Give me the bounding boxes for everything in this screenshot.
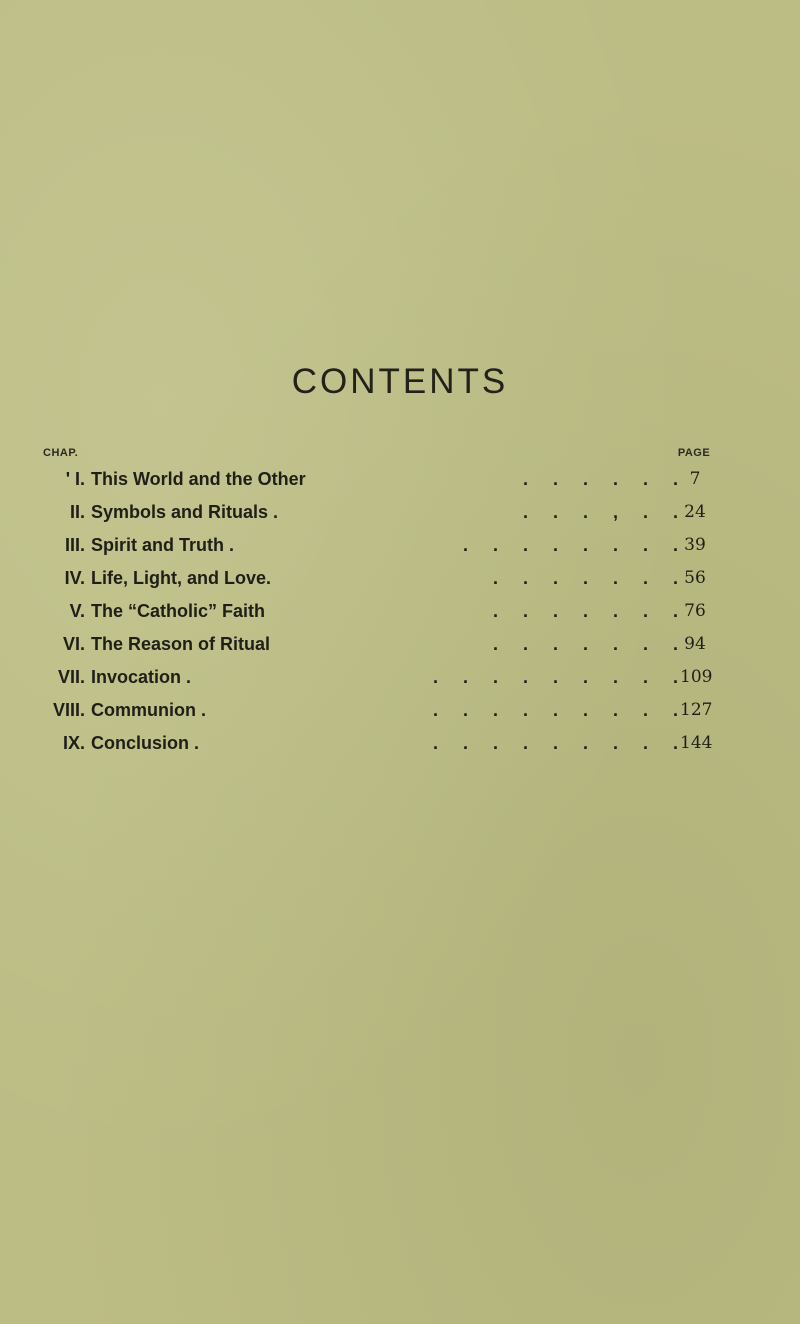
chapter-number: IV. [64, 568, 85, 588]
dot-leader: . . . . . . . . . [432, 733, 678, 753]
chapter-title: Life, Light, and Love. [91, 568, 271, 588]
toc-entry [0, 469, 800, 499]
toc-entry [0, 634, 800, 664]
chapter-number: V. [69, 601, 85, 621]
chapter-title: Communion . [91, 700, 206, 720]
toc-entry [0, 502, 800, 532]
dot-leader: . . . . . . . . . [432, 667, 678, 687]
page-number: 144 [680, 733, 713, 753]
toc-entry [0, 733, 800, 763]
dot-leader: . . . , . . [522, 502, 678, 522]
chapter-title: The Reason of Ritual [91, 634, 271, 654]
chapter-title: This World and the Other [91, 469, 306, 489]
chapter-title: Spirit and Truth . [91, 535, 234, 555]
chapter-title: Conclusion . [91, 733, 199, 753]
page-number: 56 [684, 568, 706, 588]
toc-entry [0, 601, 800, 631]
page-number: 24 [684, 502, 706, 522]
page-number: 39 [684, 535, 706, 555]
toc-entry [0, 535, 800, 565]
chapter-number: III. [64, 535, 85, 555]
dot-leader: . . . . . . . [492, 568, 678, 588]
page-number: 94 [684, 634, 706, 654]
page-number: 7 [689, 469, 701, 489]
chapter-number: ' I. [65, 469, 85, 489]
toc-entry [0, 700, 800, 730]
toc-entry [0, 667, 800, 697]
chapter-number: IX. [62, 733, 85, 753]
page-number: 109 [680, 667, 713, 687]
chapter-number: VIII. [52, 700, 85, 720]
chapter-title: The “Catholic” Faith [91, 601, 266, 621]
chapter-number: VI. [62, 634, 85, 654]
chapter-number: VII. [57, 667, 85, 687]
chapter-column-header: CHAP. [43, 447, 79, 459]
dot-leader: . . . . . . . . . [432, 700, 678, 720]
dot-leader: . . . . . . [522, 469, 678, 489]
chapter-title: Invocation . [91, 667, 192, 687]
dot-leader: . . . . . . . [492, 634, 678, 654]
dot-leader: . . . . . . . . [462, 535, 678, 555]
dot-leader: . . . . . . . [492, 601, 678, 621]
page-number: 76 [684, 601, 706, 621]
chapter-title: Symbols and Rituals . [91, 502, 279, 522]
page-number: 127 [680, 700, 713, 720]
page-column-header: PAGE [677, 447, 711, 459]
chapter-number: II. [69, 502, 85, 522]
page-title: CONTENTS [291, 362, 509, 401]
toc-entry [0, 568, 800, 598]
